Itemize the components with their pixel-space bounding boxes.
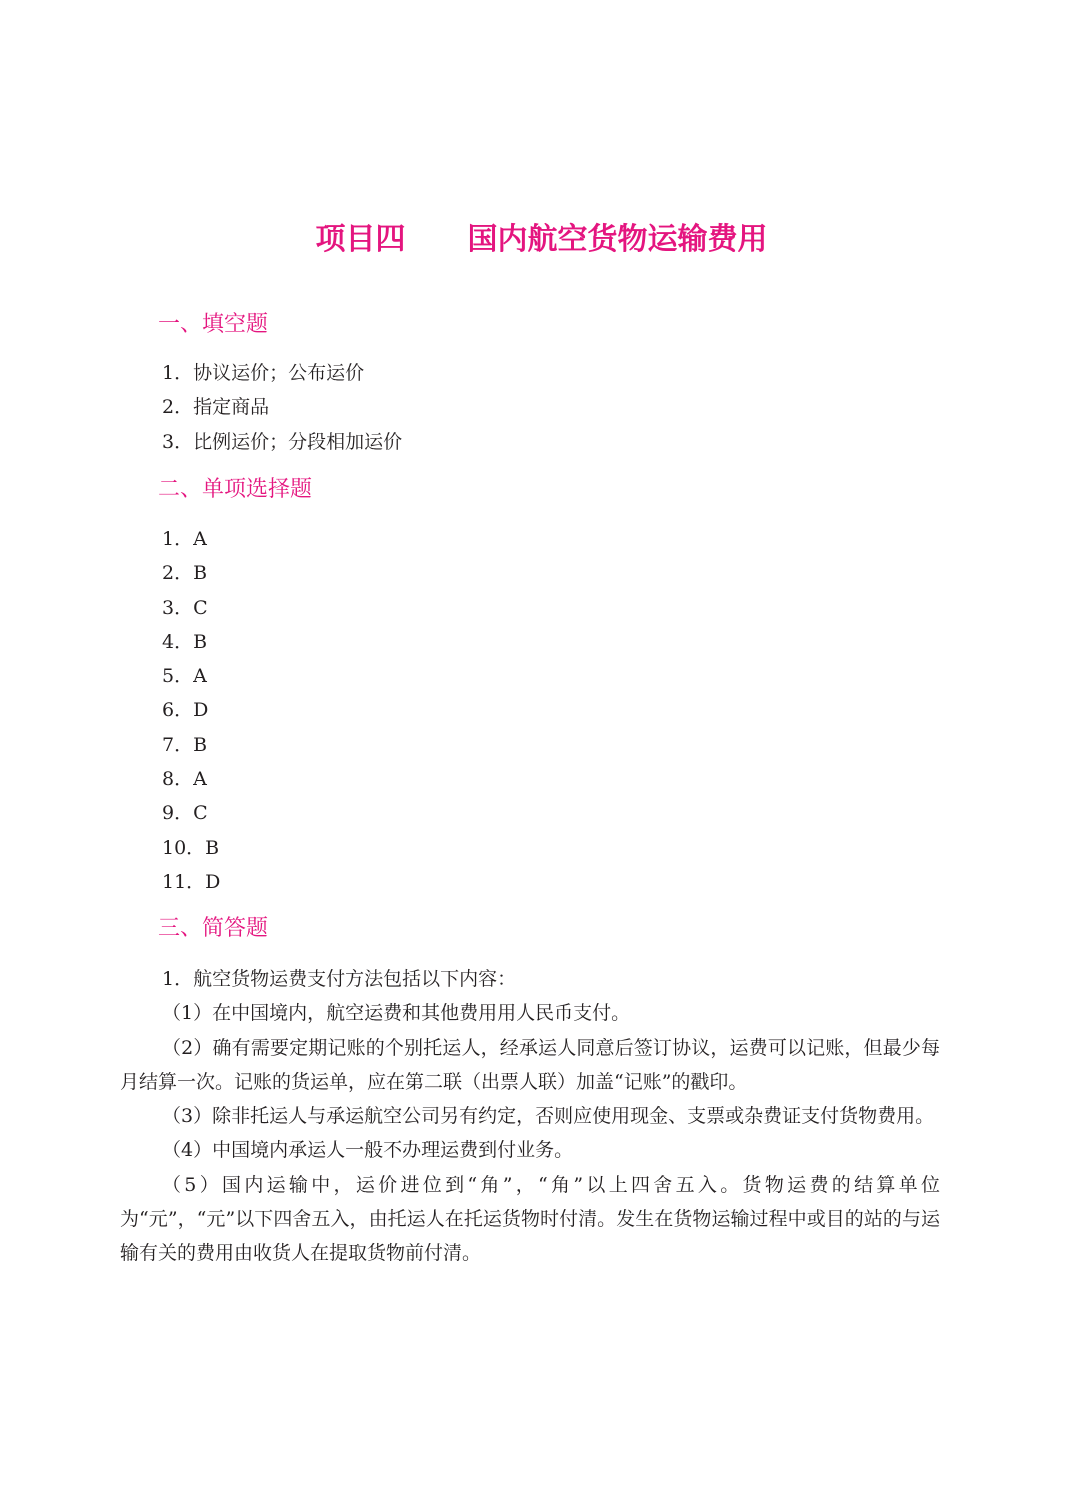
list-item: 1．协议运价；公布运价: [162, 362, 365, 384]
list-item: 7．B: [162, 733, 208, 756]
answer-paragraph: （2）确有需要定期记账的个别托运人，经承运人同意后签订协议，运费可以记账，但最少每月结算一次。记账的货运单，应在第二联（出票人联）加盖“记账”的戳印。: [120, 1036, 940, 1093]
answer-paragraph: （5）国内运输中，运价进位到“角”，“角”以上四舍五入。货物运费的结算单位为“元”，“元”以下四舍五入，由托运人在托运货物时付清。发生在货物运输过程中或目的站的与运输有关的费用由收货人在提取货物前付清。: [120, 1173, 940, 1265]
page-title: [0, 218, 1083, 262]
section-heading-single-choice: 二、单项选择题: [158, 477, 313, 502]
list-item: 11．D: [162, 870, 221, 893]
fill-blank-answer-list: [162, 356, 402, 459]
title-project: 项目四: [315, 222, 406, 257]
short-answer-body: [120, 962, 940, 1271]
answer-paragraph: （3）除非托运人与承运航空公司另有约定，否则应使用现金、支票或杂费证支付货物费用。: [162, 1105, 935, 1128]
list-item: 2．B: [162, 562, 208, 585]
section-heading-fill-blank: 一、填空题: [158, 312, 269, 337]
list-item: 4．B: [162, 630, 208, 653]
list-item: 6．D: [162, 699, 209, 722]
section-heading-short-answer: 三、简答题: [158, 916, 269, 941]
list-item: 3．C: [162, 596, 208, 619]
single-choice-answer-list: [162, 522, 220, 899]
answer-paragraph: （4）中国境内承运人一般不办理运费到付业务。: [162, 1139, 574, 1162]
list-item: 10．B: [162, 836, 220, 859]
list-item: 3．比例运价；分段相加运价: [162, 430, 403, 453]
list-item: 8．A: [162, 768, 207, 791]
list-item: 5．A: [162, 665, 207, 688]
title-name: 国内航空货物运输费用: [467, 222, 768, 257]
answer-question: 1．航空货物运费支付方法包括以下内容：: [162, 968, 517, 990]
answer-paragraph: （1）在中国境内，航空运费和其他费用用人民币支付。: [162, 1002, 631, 1025]
list-item: 1．A: [162, 528, 207, 550]
list-item: 2．指定商品: [162, 396, 270, 419]
list-item: 9．C: [162, 802, 208, 825]
